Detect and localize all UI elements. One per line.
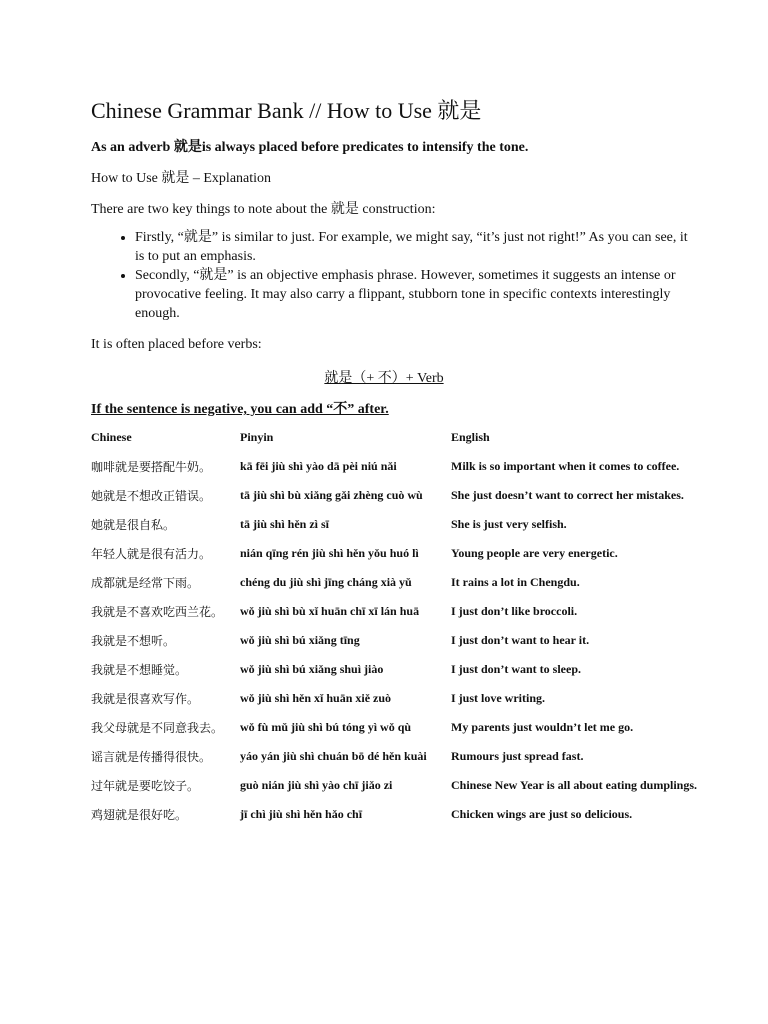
header-english: English	[451, 430, 490, 444]
cell-english: I just don’t like broccoli.	[451, 604, 578, 618]
cell-chinese: 成都就是经常下雨。	[91, 576, 200, 590]
table-row	[91, 771, 751, 800]
verbs-intro: It is often placed before verbs:	[91, 337, 262, 352]
cell-chinese: 过年就是要吃饺子。	[91, 779, 200, 793]
cell-chinese: 我就是不喜欢吃西兰花。	[91, 605, 224, 619]
intro-paragraph: There are two key things to note about the 就是 construction:	[91, 202, 436, 217]
cell-english: Young people are very energetic.	[451, 546, 618, 560]
cell-chinese: 我就是很喜欢写作。	[91, 692, 200, 706]
table-row	[91, 510, 751, 539]
cell-chinese: 我就是不想听。	[91, 634, 176, 648]
cell-chinese: 我父母就是不同意我去。	[91, 721, 224, 735]
section-heading: How to Use 就是 – Explanation	[91, 171, 272, 186]
table-row	[91, 568, 751, 597]
table-row	[91, 684, 751, 713]
cell-pinyin: nián qīng rén jiù shì hěn yǒu huó lì	[240, 546, 419, 560]
page-title: Chinese Grammar Bank // How to Use 就是	[91, 98, 482, 123]
cell-pinyin: yáo yán jiù shì chuán bō dé hěn kuài	[240, 749, 427, 763]
cell-chinese: 鸡翅就是很好吃。	[91, 808, 188, 822]
cell-pinyin: tā jiù shì hěn zì sī	[240, 517, 330, 531]
cell-pinyin: tā jiù shì bù xiǎng gǎi zhèng cuò wù	[240, 488, 423, 502]
cell-english: I just don’t want to hear it.	[451, 633, 590, 647]
cell-english: I just love writing.	[451, 691, 545, 705]
table-row	[91, 742, 751, 771]
table-header-row	[91, 423, 751, 452]
cell-english: It rains a lot in Chengdu.	[451, 575, 580, 589]
negative-note: If the sentence is negative, you can add “不” after.	[91, 402, 389, 417]
cell-english: Milk is so important when it comes to coffee.	[451, 459, 680, 473]
header-pinyin: Pinyin	[240, 430, 274, 444]
table-row	[91, 800, 751, 829]
examples-table	[91, 423, 751, 829]
cell-english: I just don’t want to sleep.	[451, 662, 582, 676]
table-row	[91, 481, 751, 510]
formula-text: 就是（+ 不）+ Verb	[324, 371, 444, 386]
cell-chinese: 谣言就是传播得很快。	[91, 750, 212, 764]
page-subtitle: As an adverb 就是is always placed before predicates to intensify the tone.	[91, 140, 529, 155]
cell-pinyin: wǒ jiù shì bù xǐ huān chī xī lán huā	[240, 604, 420, 618]
cell-pinyin: kā fēi jiù shì yào dā pèi niú nǎi	[240, 459, 397, 473]
cell-english: She is just very selfish.	[451, 517, 567, 531]
cell-chinese: 她就是很自私。	[91, 518, 176, 532]
table-row	[91, 597, 751, 626]
cell-english: My parents just wouldn’t let me go.	[451, 720, 634, 734]
cell-chinese: 我就是不想睡觉。	[91, 663, 188, 677]
cell-pinyin: guò nián jiù shì yào chī jiǎo zi	[240, 778, 393, 792]
table-row	[91, 452, 751, 481]
cell-english: Chinese New Year is all about eating dumplings.	[451, 778, 698, 792]
cell-english: She just doesn’t want to correct her mistakes.	[451, 488, 684, 502]
table-row	[91, 713, 751, 742]
cell-pinyin: wǒ jiù shì bú xiǎng shuì jiào	[240, 662, 384, 676]
key-points-list	[91, 228, 695, 323]
table-row	[91, 539, 751, 568]
table-row	[91, 655, 751, 684]
table-body	[91, 452, 751, 829]
cell-chinese: 年轻人就是很有活力。	[91, 547, 212, 561]
table-row	[91, 626, 751, 655]
cell-english: Chicken wings are just so delicious.	[451, 807, 633, 821]
cell-chinese: 她就是不想改正错误。	[91, 489, 212, 503]
formula-line	[0, 367, 768, 387]
cell-pinyin: wǒ jiù shì hěn xǐ huān xiě zuò	[240, 691, 392, 705]
cell-pinyin: chéng du jiù shì jīng cháng xià yǔ	[240, 575, 412, 589]
cell-english: Rumours just spread fast.	[451, 749, 584, 763]
key-point-1: • Firstly, “就是” is similar to just. For example, we might say, “it’s just not right!” As you can see, it is to put an emphasis.	[135, 228, 695, 266]
cell-chinese: 咖啡就是要搭配牛奶。	[91, 460, 212, 474]
cell-pinyin: wǒ fù mǔ jiù shì bú tóng yì wǒ qù	[240, 720, 412, 734]
cell-pinyin: wǒ jiù shì bú xiǎng tīng	[240, 633, 360, 647]
key-point-2: • Secondly, “就是” is an objective emphasis phrase. However, sometimes it suggests an intense or provocative feeling. It may also carry a flippant, stubborn tone in specific contexts interestingly enough.	[135, 266, 695, 323]
header-chinese: Chinese	[91, 430, 132, 444]
cell-pinyin: jī chì jiù shì hěn hǎo chī	[240, 807, 363, 821]
